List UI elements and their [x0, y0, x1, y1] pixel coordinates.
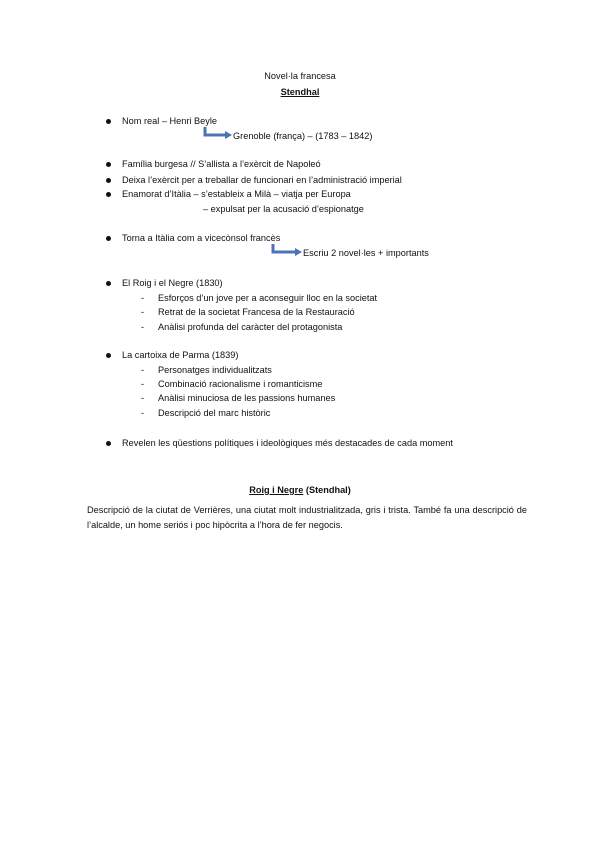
bullet-dot	[106, 441, 111, 446]
bullet-dot	[106, 192, 111, 197]
bullet-dot	[106, 281, 111, 286]
sub-item: Descripció del marc històric	[158, 408, 271, 418]
section-title-rest: (Stendhal)	[303, 485, 351, 495]
two-novels-note: Escriu 2 novel·les + importants	[303, 248, 429, 258]
description-paragraph: Descripció de la ciutat de Verrières, una ciutat molt industrialitzada, gris i trista. També fa una descripció de l’alcalde, un home seriós i poc hipòcrita a l’hora de fer negocis.	[87, 505, 527, 530]
dash-marker: -	[141, 322, 145, 332]
page-title: Novel·la francesa	[264, 71, 336, 81]
sub-item: Personatges individualitzats	[158, 365, 272, 375]
bent-arrow-right-icon	[203, 127, 233, 141]
section-title-underlined: Roig i Negre	[249, 485, 304, 495]
bullet-family: Família burgesa // S’allista a l’exèrcit de Napoleó	[122, 159, 321, 169]
section-title	[0, 484, 600, 496]
bullet-italy: Enamorat d’Itàlia – s’estableix a Milà – viatja per Europa	[122, 189, 351, 199]
bullet-dot	[106, 236, 111, 241]
bullet-dot	[106, 353, 111, 358]
dash-marker: -	[141, 379, 145, 389]
bullet-roig-negre: El Roig i el Negre (1830)	[122, 278, 223, 288]
bent-arrow-right-icon	[271, 244, 303, 258]
sub-item: Combinació racionalisme i romanticisme	[158, 379, 323, 389]
dash-marker: -	[141, 393, 145, 403]
dash-marker: -	[141, 408, 145, 418]
page-subtitle: Stendhal	[280, 87, 320, 97]
bullet-italy-sub: – expulsat per la acusació d’espionatge	[203, 204, 364, 214]
bullet-dot	[106, 162, 111, 167]
sub-item: Anàlisi minuciosa de les passions humanes	[158, 393, 336, 403]
dash-marker: -	[141, 293, 145, 303]
bullet-vice-consul: Torna a Itàlia com a vicecònsol francès	[122, 233, 281, 243]
bullet-leaves-army: Deixa l’exèrcit per a treballar de funcionari en l’administració imperial	[122, 175, 402, 185]
sub-item: Retrat de la societat Francesa de la Restauració	[158, 307, 355, 317]
bullet-dot	[106, 119, 111, 124]
bullet-revelen: Revelen les qüestions polítiques i ideològiques més destacades de cada moment	[122, 438, 453, 448]
dash-marker: -	[141, 307, 145, 317]
sub-item: Esforços d’un jove per a aconseguir lloc en la societat	[158, 293, 378, 303]
bullet-dot	[106, 178, 111, 183]
birthplace-dates: Grenoble (frança) – (1783 – 1842)	[233, 131, 373, 141]
bullet-cartoixa: La cartoixa de Parma (1839)	[122, 350, 239, 360]
dash-marker: -	[141, 365, 145, 375]
bullet-real-name: Nom real – Henri Beyle	[122, 116, 217, 126]
sub-item: Anàlisi profunda del caràcter del protagonista	[158, 322, 343, 332]
